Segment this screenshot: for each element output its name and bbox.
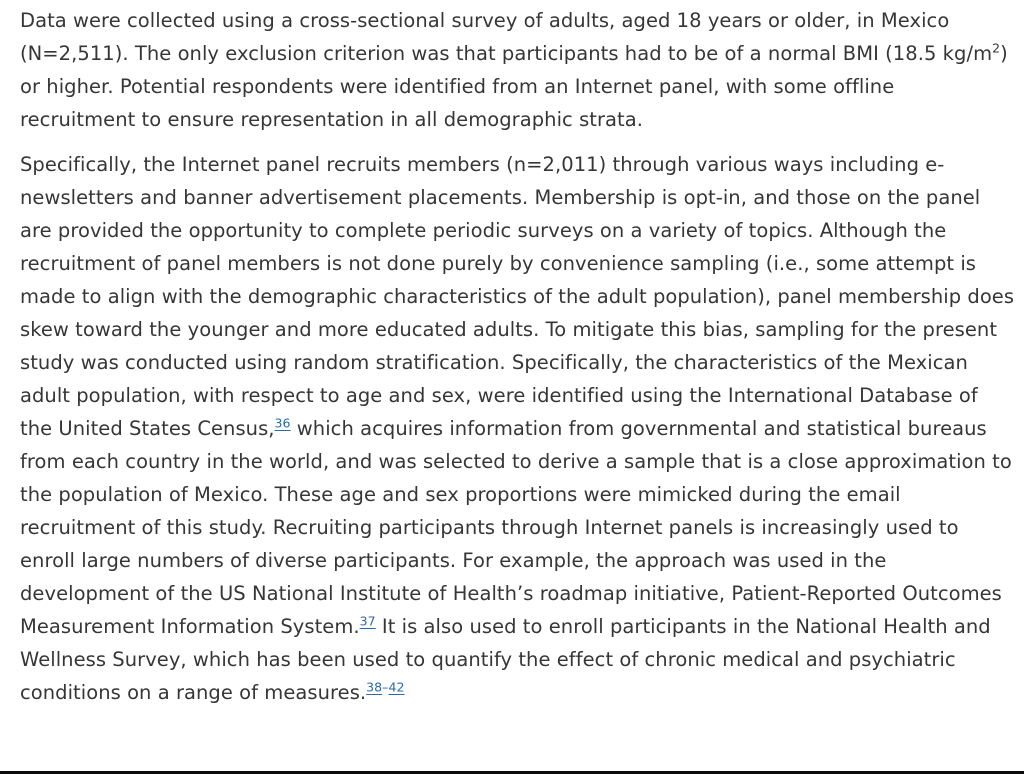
text-span: It is also used to enroll participants in the National Health and Wellness Survey, which has been used to quantify the effect of chronic medical and psychiatric conditions on a range of measures. bbox=[20, 615, 991, 704]
citation-superscript bbox=[366, 680, 404, 695]
citation-range-dash: – bbox=[382, 679, 389, 695]
citation-link-38[interactable]: 38 bbox=[366, 679, 383, 695]
paragraph-methods-sampling bbox=[20, 148, 1015, 709]
citation-link-36[interactable]: 36 bbox=[274, 415, 291, 431]
citation-link-42[interactable]: 42 bbox=[388, 679, 405, 695]
citation-link-37[interactable]: 37 bbox=[359, 613, 376, 629]
article-body bbox=[20, 4, 1015, 709]
superscript: 2 bbox=[992, 40, 1001, 56]
citation-superscript bbox=[360, 614, 376, 629]
citation-superscript bbox=[275, 416, 291, 431]
text-span: Specifically, the Internet panel recruits members (n=2,011) through various ways including e-newsletters and banner advertisement placements. Membership is opt-in, and those on the panel are provided the opportunity to complete periodic surveys on a variety of topics. Although the recruitment of panel members is not done purely by convenience sampling (i.e., some attempt is made to align with the demographic characteristics of the adult population), panel membership does skew toward the younger and more educated adults. To mitigate this bias, sampling for the present study was conducted using random stratification. Specifically, the characteristics of the Mexican adult population, with respect to age and sex, were identified using the International Database of the United States Census, bbox=[20, 153, 1015, 440]
paragraph-methods-data-collection bbox=[20, 4, 1015, 136]
text-span: which acquires information from governmental and statistical bureaus from each country in the world, and was selected to derive a sample that is a close approximation to the population of Mexico. These age and sex proportions were mimicked during the email recruitment of this study. Recruiting participants through Internet panels is increasingly used to enroll large numbers of diverse participants. For example, the approach was used in the development of the US National Institute of Health’s roadmap initiative, Patient-Reported Outcomes Measurement Information System. bbox=[20, 417, 1012, 638]
text-span: ) or higher. Potential respondents were identified from an Internet panel, with some offline recruitment to ensure representation in all demographic strata. bbox=[20, 42, 1008, 131]
text-span: Data were collected using a cross-sectional survey of adults, aged 18 years or older, in Mexico (N=2,511). The only exclusion criterion was that participants had to be of a normal BMI (18.5 kg/m bbox=[20, 9, 993, 65]
